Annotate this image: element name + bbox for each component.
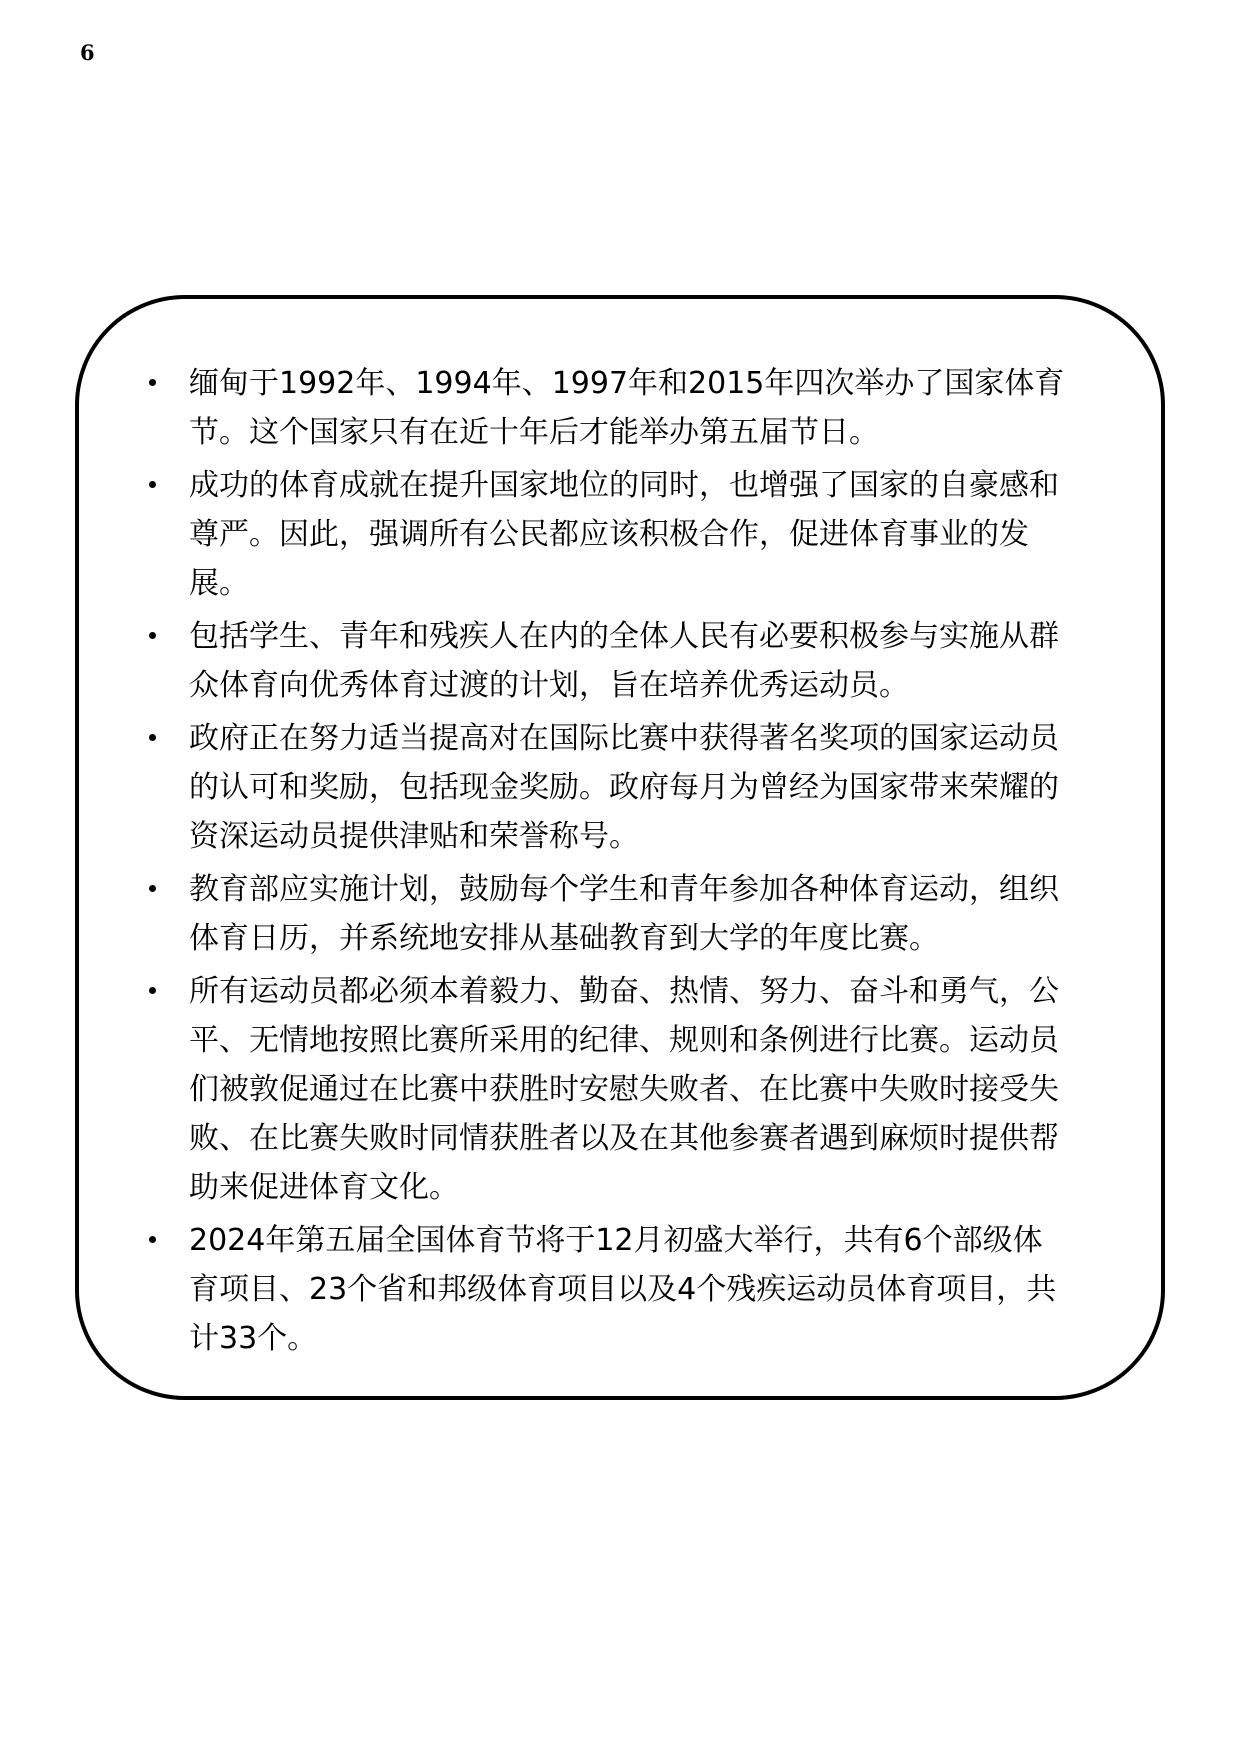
list-item-text: 成功的体育成就在提升国家地位的同时，也增强了国家的自豪感和尊严。因此，强调所有公民都应该积极合作，促进体育事业的发展。 — [189, 468, 1059, 601]
bullet-list — [149, 359, 1071, 1363]
list-item-text: 教育部应实施计划，鼓励每个学生和青年参加各种体育运动，组织体育日历，并系统地安排从基础教育到大学的年度比赛。 — [189, 872, 1059, 956]
list-item — [149, 612, 1071, 710]
bullet-dot-icon — [149, 632, 156, 639]
rounded-text-box — [75, 295, 1165, 1400]
list-item — [149, 461, 1071, 608]
bullet-dot-icon — [149, 885, 156, 892]
list-item — [149, 865, 1071, 963]
bullet-dot-icon — [149, 379, 156, 386]
page-number: 6 — [80, 40, 95, 65]
bullet-dot-icon — [149, 481, 156, 488]
list-item-text: 缅甸于1992年、1994年、1997年和2015年四次举办了国家体育节。这个国家只有在近十年后才能举办第五届节日。 — [189, 366, 1065, 450]
list-item — [149, 359, 1071, 457]
list-item — [149, 1216, 1071, 1363]
list-item — [149, 967, 1071, 1212]
bullet-dot-icon — [149, 734, 156, 741]
list-item-text: 政府正在努力适当提高对在国际比赛中获得著名奖项的国家运动员的认可和奖励，包括现金奖励。政府每月为曾经为国家带来荣耀的资深运动员提供津贴和荣誉称号。 — [189, 721, 1059, 854]
list-item — [149, 714, 1071, 861]
bullet-dot-icon — [149, 1236, 156, 1243]
list-item-text: 所有运动员都必须本着毅力、勤奋、热情、努力、奋斗和勇气，公平、无情地按照比赛所采用的纪律、规则和条例进行比赛。运动员们被敦促通过在比赛中获胜时安慰失败者、在比赛中失败时接受失败、在比赛失败时同情获胜者以及在其他参赛者遇到麻烦时提供帮助来促进体育文化。 — [189, 974, 1059, 1205]
bullet-dot-icon — [149, 987, 156, 994]
list-item-text: 包括学生、青年和残疾人在内的全体人民有必要积极参与实施从群众体育向优秀体育过渡的计划，旨在培养优秀运动员。 — [189, 619, 1059, 703]
list-item-text: 2024年第五届全国体育节将于12月初盛大举行，共有6个部级体育项目、23个省和邦级体育项目以及4个残疾运动员体育项目，共计33个。 — [189, 1223, 1057, 1356]
